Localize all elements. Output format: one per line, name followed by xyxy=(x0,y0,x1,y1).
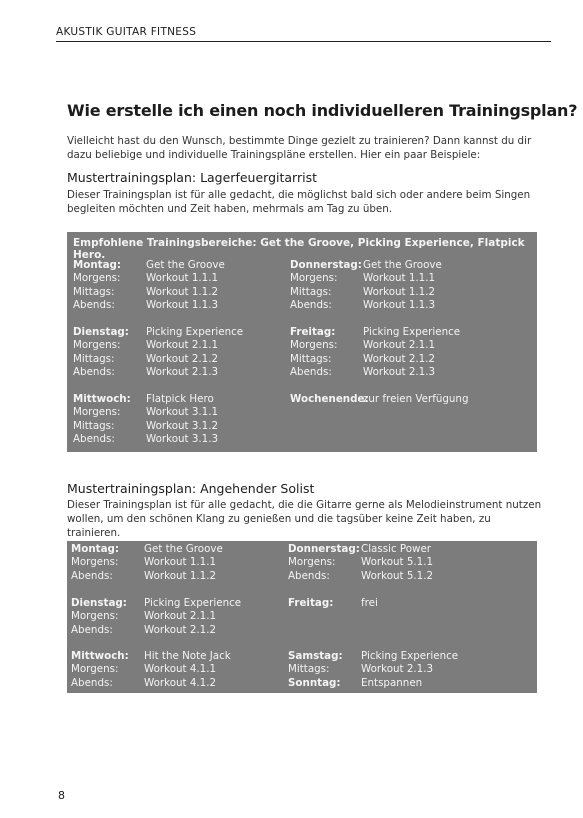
session-time: Mittags: xyxy=(288,663,330,676)
session-workout: Workout 2.1.1 xyxy=(363,339,436,352)
session-time: Morgens: xyxy=(73,406,121,419)
session-time: Mittags: xyxy=(290,352,332,365)
session-time: Abends: xyxy=(73,366,115,379)
session-time: Mittags: xyxy=(73,352,115,365)
session-workout: Entspannen xyxy=(361,676,423,689)
day-topic: Get the Groove xyxy=(146,259,225,271)
session-time: Morgens: xyxy=(290,339,338,352)
day-label: Dienstag: xyxy=(71,597,127,609)
session-time: Morgens: xyxy=(288,556,336,569)
session-workout: Workout 2.1.1 xyxy=(146,339,219,352)
session-workout: Workout 1.1.3 xyxy=(363,299,436,312)
session-workout: Workout 3.1.2 xyxy=(146,419,219,432)
day-label: Freitag: xyxy=(288,597,334,609)
day-label: Freitag: xyxy=(290,326,336,338)
day-topic: Picking Experience xyxy=(363,326,461,338)
session-workout: Workout 3.1.1 xyxy=(146,406,219,419)
session-time: Morgens: xyxy=(73,339,121,352)
session-workout: Workout 5.1.1 xyxy=(361,556,434,569)
session-workout: Workout 1.1.1 xyxy=(144,556,217,569)
session-time: Morgens: xyxy=(71,610,119,623)
day-topic: Get the Groove xyxy=(363,259,442,271)
session-time: Abends: xyxy=(290,366,332,379)
session-time: Abends: xyxy=(71,676,113,689)
session-workout: Workout 2.1.2 xyxy=(363,352,436,365)
session-time: Abends: xyxy=(290,299,332,312)
plan2-schedule-box xyxy=(67,541,537,693)
day-label: Wochenende: xyxy=(290,393,369,405)
page-number: 8 xyxy=(58,789,65,802)
session-workout: Workout 4.1.1 xyxy=(144,663,217,676)
session-time: Morgens: xyxy=(73,272,121,285)
session-workout: Workout 2.1.2 xyxy=(146,352,219,365)
day-topic: Picking Experience xyxy=(361,650,459,662)
session-time: Abends: xyxy=(71,623,113,636)
session-time: Abends: xyxy=(73,433,115,446)
day-topic: Classic Power xyxy=(361,543,432,555)
session-time: Mittags: xyxy=(290,285,332,298)
session-time: Morgens: xyxy=(71,663,119,676)
session-time: Abends: xyxy=(71,569,113,582)
day-label: Donnerstag: xyxy=(288,543,360,555)
plan1-description: Dieser Trainingsplan ist für alle gedacht, die möglichst bald sich oder andere beim Singen begleiten möchten und Zeit haben, mehrmals am Tag zu üben. xyxy=(67,189,531,215)
intro-paragraph: Vielleicht hast du den Wunsch, bestimmte Dinge gezielt zu trainieren? Dann kannst du dir dazu beliebige und individuelle Trainingspläne erstellen. Hier ein paar Beispiele: xyxy=(67,135,532,161)
page-title: Wie erstelle ich einen noch individuelleren Trainingsplan? xyxy=(67,101,578,120)
day-topic: Hit the Note Jack xyxy=(144,650,231,662)
session-workout: Workout 5.1.2 xyxy=(361,569,434,582)
plan1-heading: Mustertrainingsplan: Lagerfeuergitarrist xyxy=(67,170,317,185)
day-topic: Get the Groove xyxy=(144,543,223,555)
day-label: Samstag: xyxy=(288,650,343,662)
session-time: Abends: xyxy=(73,299,115,312)
session-workout: Workout 1.1.2 xyxy=(363,285,436,298)
session-workout: Workout 2.1.3 xyxy=(363,366,436,379)
day-topic: zur freien Verfügung xyxy=(363,393,469,405)
day-topic: frei xyxy=(361,597,378,609)
day-label: Mittwoch: xyxy=(73,393,131,405)
session-workout: Workout 2.1.3 xyxy=(361,663,434,676)
session-workout: Workout 4.1.2 xyxy=(144,676,217,689)
plan2-description: Dieser Trainingsplan ist für alle gedacht, die die Gitarre gerne als Melodieinstrument nutzen wollen, um den schönen Klang zu genießen und die tagsüber keine Zeit haben, zu trainieren. xyxy=(67,499,542,539)
session-workout: Workout 2.1.2 xyxy=(144,623,217,636)
session-workout: Workout 2.1.1 xyxy=(144,610,217,623)
session-workout: Workout 2.1.3 xyxy=(146,366,219,379)
day-label: Montag: xyxy=(71,543,120,555)
day-label: Montag: xyxy=(73,259,122,271)
session-workout: Workout 1.1.1 xyxy=(363,272,436,285)
session-workout: Workout 1.1.1 xyxy=(146,272,219,285)
session-time: Morgens: xyxy=(290,272,338,285)
day-label: Mittwoch: xyxy=(71,650,129,662)
session-time: Mittags: xyxy=(73,419,115,432)
running-header: AKUSTIK GUITAR FITNESS xyxy=(56,26,551,42)
day-label: Donnerstag: xyxy=(290,259,362,271)
session-workout: Workout 1.1.2 xyxy=(144,569,217,582)
session-workout: Workout 1.1.3 xyxy=(146,299,219,312)
session-workout: Workout 1.1.2 xyxy=(146,285,219,298)
day-topic: Flatpick Hero xyxy=(146,393,214,405)
session-workout: Workout 3.1.3 xyxy=(146,433,219,446)
session-time: Mittags: xyxy=(73,285,115,298)
session-time: Sonntag: xyxy=(288,676,341,689)
day-label: Dienstag: xyxy=(73,326,129,338)
session-time: Morgens: xyxy=(71,556,119,569)
session-time: Abends: xyxy=(288,569,330,582)
day-topic: Picking Experience xyxy=(146,326,244,338)
plan1-schedule-box xyxy=(67,232,537,452)
plan2-heading: Mustertrainingsplan: Angehender Solist xyxy=(67,481,315,496)
day-topic: Picking Experience xyxy=(144,597,242,609)
plan1-box-heading: Empfohlene Trainingsbereiche: Get the Groove, Picking Experience, Flatpick Hero. xyxy=(73,237,525,261)
